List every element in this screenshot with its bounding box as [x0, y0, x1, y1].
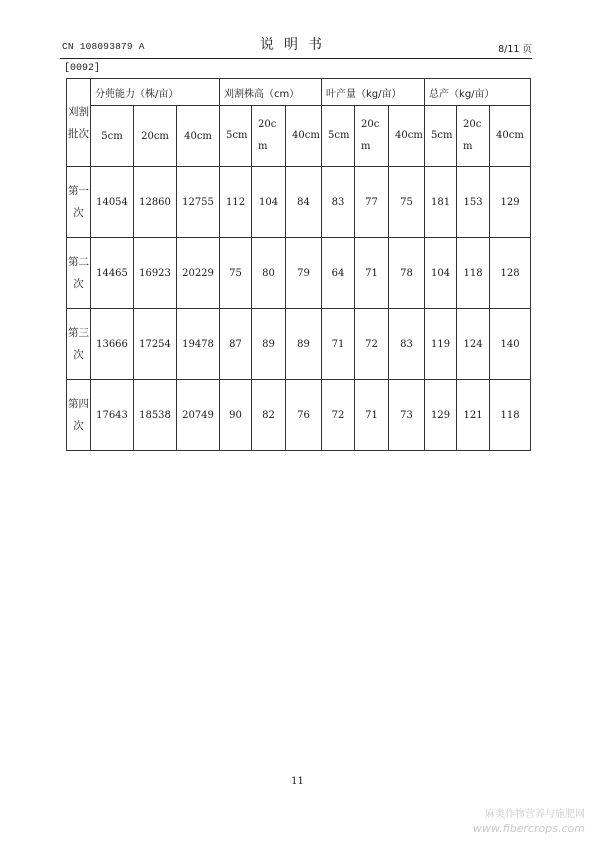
header-row-groups	[67, 79, 531, 106]
value-cell: 87	[220, 309, 252, 380]
value-cell: 181	[425, 167, 457, 238]
value-cell: 18538	[134, 380, 177, 451]
value-cell: 76	[286, 380, 322, 451]
value-cell: 64	[322, 238, 355, 309]
table-row	[67, 238, 531, 309]
table-row	[67, 380, 531, 451]
batch-header-text: 刈割批次	[68, 105, 89, 140]
value-cell: 20229	[177, 238, 220, 309]
value-cell: 73	[389, 380, 425, 451]
sub-header: 20cm	[355, 106, 389, 167]
value-cell: 71	[322, 309, 355, 380]
batch-cell: 第四次	[67, 380, 91, 451]
table-body	[67, 79, 531, 451]
value-cell: 72	[322, 380, 355, 451]
value-cell: 72	[355, 309, 389, 380]
sub-header: 40cm	[177, 106, 220, 167]
value-cell: 124	[457, 309, 490, 380]
value-cell: 129	[490, 167, 531, 238]
value-cell: 118	[457, 238, 490, 309]
header-row-subs	[67, 106, 531, 167]
value-cell: 79	[286, 238, 322, 309]
value-cell: 19478	[177, 309, 220, 380]
value-cell: 128	[490, 238, 531, 309]
batch-cell: 第一次	[67, 167, 91, 238]
value-cell: 118	[490, 380, 531, 451]
value-cell: 104	[252, 167, 286, 238]
value-cell: 84	[286, 167, 322, 238]
sub-header: 40cm	[286, 106, 322, 167]
value-cell: 153	[457, 167, 490, 238]
watermark	[473, 808, 585, 836]
value-cell: 83	[322, 167, 355, 238]
value-cell: 112	[220, 167, 252, 238]
sub-header: 5cm	[91, 106, 134, 167]
header-divider	[60, 58, 532, 59]
value-cell: 80	[252, 238, 286, 309]
sub-header: 40cm	[389, 106, 425, 167]
value-cell: 13666	[91, 309, 134, 380]
sub-header: 20cm	[134, 106, 177, 167]
value-cell: 83	[389, 309, 425, 380]
sub-header: 5cm	[425, 106, 457, 167]
group-header: 总产（kg/亩）	[425, 79, 531, 106]
value-cell: 75	[389, 167, 425, 238]
patent-number: CN 108093879 A	[62, 41, 145, 52]
batch-cell: 第二次	[67, 238, 91, 309]
page-number: 11	[291, 776, 304, 787]
batch-header-cell	[67, 79, 91, 167]
table-row	[67, 167, 531, 238]
value-cell: 119	[425, 309, 457, 380]
value-cell: 82	[252, 380, 286, 451]
value-cell: 17643	[91, 380, 134, 451]
value-cell: 14054	[91, 167, 134, 238]
value-cell: 129	[425, 380, 457, 451]
value-cell: 12755	[177, 167, 220, 238]
harvest-data-table	[66, 78, 531, 451]
document-title: 说明书	[260, 37, 332, 53]
value-cell: 14465	[91, 238, 134, 309]
value-cell: 20749	[177, 380, 220, 451]
table-row	[67, 309, 531, 380]
group-header: 叶产量（kg/亩）	[322, 79, 425, 106]
value-cell: 17254	[134, 309, 177, 380]
value-cell: 89	[286, 309, 322, 380]
page-indicator: 8/11 页	[498, 44, 532, 55]
page-header	[60, 34, 532, 58]
value-cell: 78	[389, 238, 425, 309]
watermark-url: www.fibercrops.com	[472, 822, 585, 835]
sub-header: 5cm	[322, 106, 355, 167]
sub-header: 40cm	[490, 106, 531, 167]
value-cell: 140	[490, 309, 531, 380]
value-cell: 77	[355, 167, 389, 238]
batch-cell: 第三次	[67, 309, 91, 380]
sub-header: 20cm	[252, 106, 286, 167]
value-cell: 75	[220, 238, 252, 309]
value-cell: 16923	[134, 238, 177, 309]
sub-header: 5cm	[220, 106, 252, 167]
value-cell: 12860	[134, 167, 177, 238]
value-cell: 104	[425, 238, 457, 309]
value-cell: 71	[355, 238, 389, 309]
value-cell: 89	[252, 309, 286, 380]
sub-header: 20cm	[457, 106, 490, 167]
value-cell: 121	[457, 380, 490, 451]
paragraph-id: [0092]	[64, 63, 101, 74]
watermark-site-name: 麻类作物营养与施肥网	[485, 809, 585, 820]
value-cell: 90	[220, 380, 252, 451]
group-header: 分蔸能力（株/亩）	[91, 79, 220, 106]
value-cell: 71	[355, 380, 389, 451]
group-header: 刈割株高（cm）	[220, 79, 322, 106]
